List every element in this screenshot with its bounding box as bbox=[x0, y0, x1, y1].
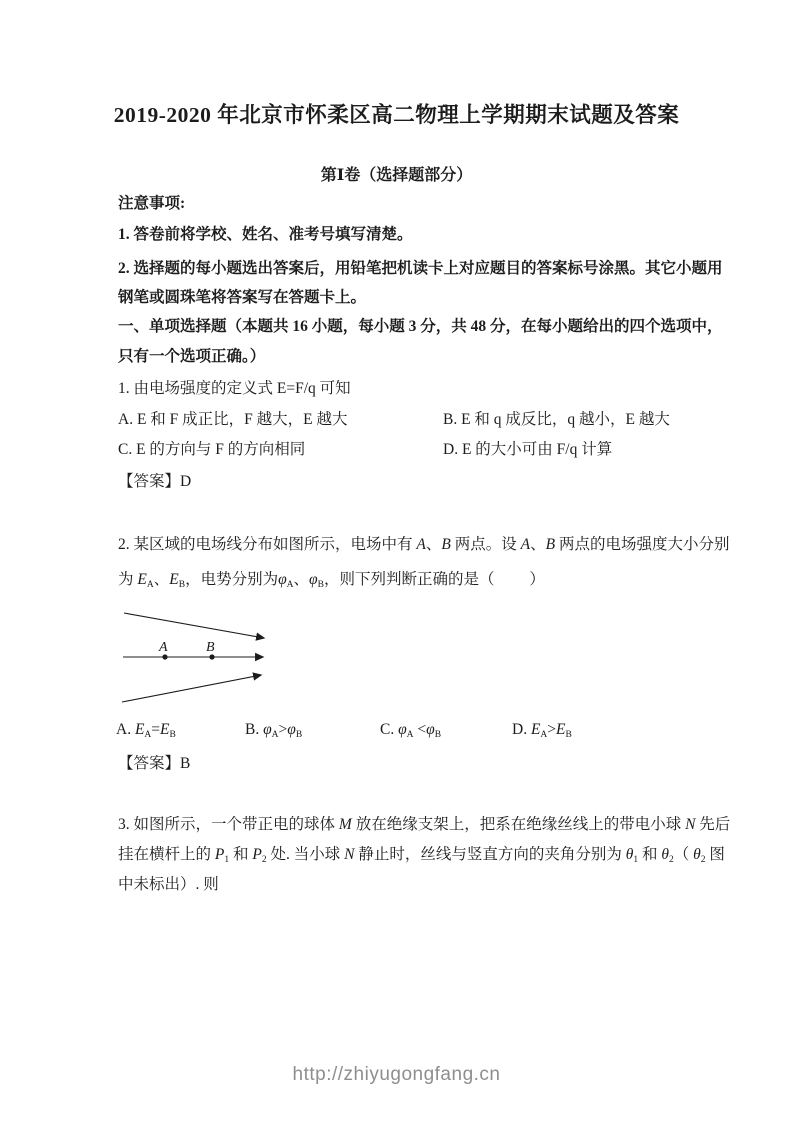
question-1-option-b: B. E 和 q 成反比，q 越小，E 越大 bbox=[443, 411, 670, 428]
point-b-label: B bbox=[206, 640, 215, 655]
question-1-options-row-1 bbox=[118, 409, 678, 431]
question-1-answer: 【答案】D bbox=[118, 473, 192, 490]
question-2-options-row bbox=[116, 719, 676, 741]
section-heading-line-1: 一、单项选择题（本题共 16 小题，每小题 3 分，共 48 分，在每小题给出的四个选项中， bbox=[118, 318, 723, 335]
field-line-bottom bbox=[122, 675, 261, 702]
point-b-dot bbox=[209, 654, 214, 659]
notice-item-1: 1. 答卷前将学校、姓名、准考号填写清楚。 bbox=[118, 226, 413, 243]
document-title: 2019-2020 年北京市怀柔区高二物理上学期期末试题及答案 bbox=[113, 103, 680, 127]
question-3-stem-line-3: 中未标出）. 则 bbox=[118, 876, 219, 893]
question-1-option-d: D. E 的大小可由 F/q 计算 bbox=[443, 441, 613, 458]
section-heading-line-2: 只有一个选项正确。） bbox=[118, 348, 266, 365]
question-2-option-b: B. $\varphi_A>\varphi_B$ bbox=[245, 721, 303, 740]
question-2-stem-line-2: 为 $E_A$、$E_B$，电势分别为$\varphi_A$、$\varphi_B$，则下列判断正确的是（ ） bbox=[118, 571, 545, 590]
notice-item-2-line-2: 钢笔或圆珠笔将答案写在答题卡上。 bbox=[118, 289, 367, 306]
question-2-stem-line-1: 2. 某区域的电场线分布如图所示，电场中有 A、B 两点。设 A、B 两点的电场强度大小分别 bbox=[118, 536, 730, 553]
question-1-option-a: A. E 和 F 成正比，F 越大，E 越大 bbox=[118, 411, 348, 428]
notice-item-2-line-1: 2. 选择题的每小题选出答案后，用铅笔把机读卡上对应题目的答案标号涂黑。其它小题用 bbox=[118, 260, 723, 277]
question-1-stem: 1. 由电场强度的定义式 E=F/q 可知 bbox=[118, 380, 351, 397]
question-2-option-c: C. $\varphi_A <\varphi_B$ bbox=[380, 721, 442, 740]
question-3-stem-line-1: 3. 如图所示，一个带正电的球体 M 放在绝缘支架上，把系在绝缘丝线上的带电小球 N 先后 bbox=[118, 816, 731, 833]
question-2-answer: 【答案】B bbox=[118, 755, 191, 772]
question-1-options-row-2 bbox=[118, 439, 678, 461]
notice-heading: 注意事项: bbox=[118, 195, 186, 212]
watermark-url: http://zhiyugongfang.cn bbox=[292, 1064, 501, 1085]
point-a-label: A bbox=[159, 640, 168, 655]
part1-heading: 第Ⅰ卷（选择题部分） bbox=[320, 167, 473, 184]
question-2-option-d: D. $E_A>E_B$ bbox=[512, 721, 572, 740]
question-3-stem-line-2: 挂在横杆上的 $P_1$ 和 $P_2$ 处. 当小球 N 静止时，丝线与竖直方向的夹角分别为 $\theta_1$ 和 $\theta_2$（ $\theta_2$ 图 bbox=[118, 846, 725, 865]
q2-field-lines-figure bbox=[118, 606, 283, 712]
question-1-option-c: C. E 的方向与 F 的方向相同 bbox=[118, 441, 306, 458]
field-line-top bbox=[124, 613, 264, 638]
question-2-option-a: A. $E_A=E_B$ bbox=[116, 721, 176, 740]
point-a-dot bbox=[162, 654, 167, 659]
